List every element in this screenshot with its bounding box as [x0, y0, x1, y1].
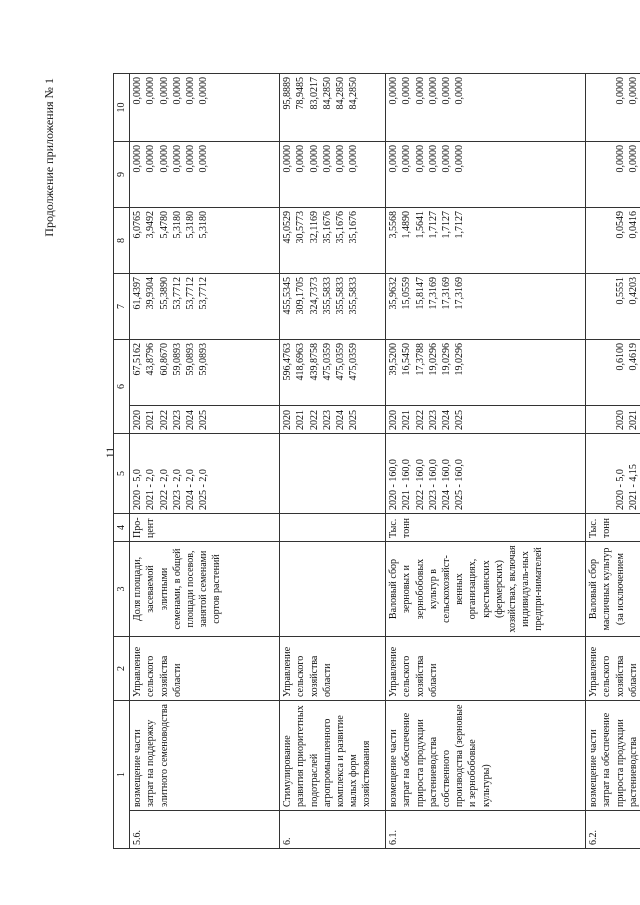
row-unit: Тыс. тонн: [586, 514, 640, 542]
col-header-4: 4: [114, 514, 130, 542]
col-header-6: 6: [114, 340, 130, 434]
row-executor: Управление сельского хозяйства области: [586, 637, 640, 701]
row-years: 2020 2021: [586, 406, 640, 434]
table-row: [586, 74, 640, 849]
col-header-3: 3: [114, 542, 130, 637]
col-header-9: 9: [114, 142, 130, 208]
row-c10: 0,0000 0,0000: [586, 74, 640, 142]
row-indicator: Доля площади, засеваемой элитными семенами, в общей площади посевов, занятой семенами сортов растений: [130, 542, 280, 637]
row-c7: 35,9632 15,0559 15,8147 17,3169 17,3169 17,3169: [386, 274, 586, 340]
row-indicator: Валовый сбор масличных культур (за исключением: [586, 542, 640, 637]
row-c10: 0,0000 0,0000 0,0000 0,0000 0,0000 0,0000: [130, 74, 280, 142]
row-c8: 45,0529 30,5773 32,1169 35,1676 35,1676 35,1676: [280, 208, 386, 274]
row-targets: 2020 - 160,0 2021 - 160,0 2022 - 160,0 2023 - 160,0 2024 - 160,0 2025 - 160,0: [386, 434, 586, 514]
row-c6: 0,6100 0,4619: [586, 340, 640, 406]
row-name: Стимулирование развития приоритетных подотраслей агропромышленного комплекса и развитие малых форм хозяйствования: [280, 701, 386, 811]
row-years: 2020 2021 2022 2023 2024 2025: [130, 406, 280, 434]
table-row: [386, 74, 586, 849]
row-c8: 3,5568 1,4890 1,5641 1,7127 1,7127 1,7127: [386, 208, 586, 274]
row-executor: Управление сельского хозяйства области: [280, 637, 386, 701]
row-c6: 596,4763 418,6963 439,8758 475,0359 475,0359 475,0359: [280, 340, 386, 406]
row-c7: 0,5551 0,4203: [586, 274, 640, 340]
row-unit: Про- цент: [130, 514, 280, 542]
row-c7: 61,4397 39,9304 55,3890 53,7712 53,7712 53,7712: [130, 274, 280, 340]
row-c9: 0,0000 0,0000 0,0000 0,0000 0,0000 0,0000: [130, 142, 280, 208]
program-table: [113, 73, 640, 849]
row-id: 6.: [280, 811, 386, 849]
col-header-1: 1: [114, 701, 130, 849]
row-c8: 6,0765 3,9492 5,4780 5,3180 5,3180 5,3180: [130, 208, 280, 274]
row-c9: 0,0000 0,0000 0,0000 0,0000 0,0000 0,0000: [386, 142, 586, 208]
page-number: 11: [103, 446, 117, 459]
row-indicator: [280, 542, 386, 637]
row-unit: [280, 514, 386, 542]
row-name: возмещение части затрат на поддержку элитного семеноводства: [130, 701, 280, 811]
col-header-2: 2: [114, 637, 130, 701]
row-indicator: Валовый сбор зерновых и зернобобовых культур в сельскохозяйст-венных организациях, крестьянских (фермерских) хозяйствах, включая индивидуаль-ных предпри-нимателей: [386, 542, 586, 637]
row-years: 2020 2021 2022 2023 2024 2025: [280, 406, 386, 434]
row-c9: 0,0000 0,0000: [586, 142, 640, 208]
row-id: 6.2.: [586, 811, 640, 849]
row-c9: 0,0000 0,0000 0,0000 0,0000 0,0000 0,0000: [280, 142, 386, 208]
row-targets: 2020 - 5,0 2021 - 2,0 2022 - 2,0 2023 - 2,0 2024 - 2,0 2025 - 2,0: [130, 434, 280, 514]
row-unit: Тыс. тонн: [386, 514, 586, 542]
row-name: возмещение части затрат на обеспечение прироста продукции растениеводства собственного производства (зерновые и зернобобовые культуры): [386, 701, 586, 811]
row-c7: 455,5345 309,1705 324,7373 355,5833 355,5833 355,5833: [280, 274, 386, 340]
row-executor: Управление сельского хозяйства области: [386, 637, 586, 701]
col-header-7: 7: [114, 274, 130, 340]
row-name: возмещение части затрат на обеспечение прироста продукции растениеводства: [586, 701, 640, 811]
row-targets: [280, 434, 386, 514]
table-row: [130, 74, 280, 849]
row-executor: Управление сельского хозяйства области: [130, 637, 280, 701]
col-header-5: 5: [114, 434, 130, 514]
col-header-8: 8: [114, 208, 130, 274]
row-c8: 0,0549 0,0416: [586, 208, 640, 274]
appendix-continuation-title: Продолжение приложения № 1: [42, 78, 56, 237]
column-number-row: [114, 74, 130, 849]
row-c6: 39,5200 16,5450 17,3788 19,0296 19,0296 19,0296: [386, 340, 586, 406]
table-row: [280, 74, 386, 849]
row-id: 5.6.: [130, 811, 280, 849]
row-id: 6.1.: [386, 811, 586, 849]
row-c10: 95,8889 78,9485 83,0217 84,2850 84,2850 84,2850: [280, 74, 386, 142]
col-header-10: 10: [114, 74, 130, 142]
row-c6: 67,5162 43,8796 60,8670 59,0893 59,0893 59,0893: [130, 340, 280, 406]
row-targets: 2020 - 5,0 2021 - 4,15: [586, 434, 640, 514]
row-c10: 0,0000 0,0000 0,0000 0,0000 0,0000 0,0000: [386, 74, 586, 142]
row-years: 2020 2021 2022 2023 2024 2025: [386, 406, 586, 434]
